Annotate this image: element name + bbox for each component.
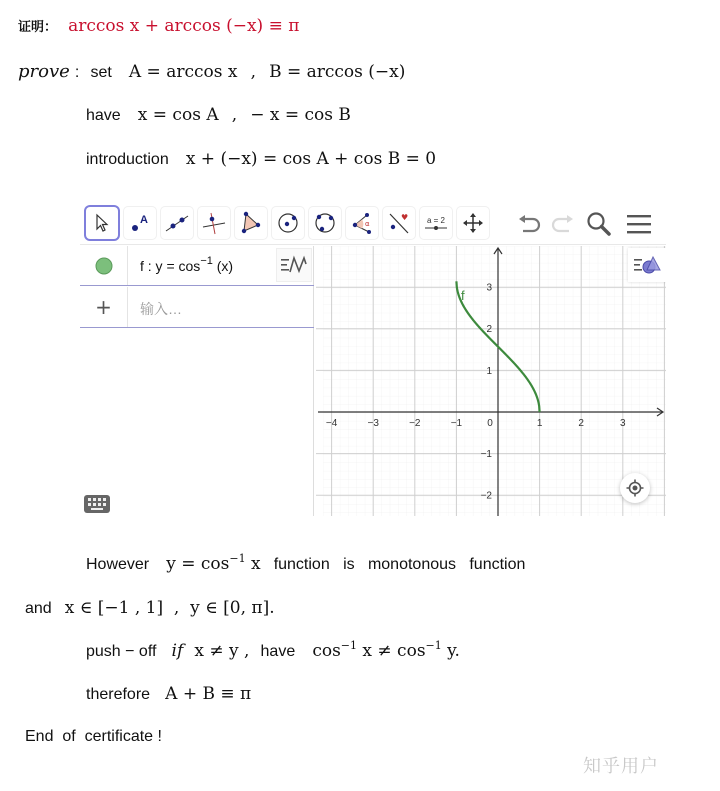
svg-text:3: 3 <box>620 418 626 429</box>
entry-prefix: f : y = cos <box>140 258 201 274</box>
and-word: and <box>25 600 52 617</box>
however-text: function is monotonous function <box>273 556 526 573</box>
introduction-expr: x + (−x) = cos A + cos B = 0 <box>185 149 437 169</box>
colon: : <box>74 64 80 81</box>
push-off-line <box>86 641 460 662</box>
however-expr-post: x <box>245 554 261 574</box>
svg-text:1: 1 <box>536 418 543 429</box>
angle-tool-button[interactable] <box>346 207 378 239</box>
search-button[interactable] <box>585 211 613 237</box>
however-expr-pre: y = cos <box>166 554 230 574</box>
svg-text:0: 0 <box>487 418 493 429</box>
however-expr-sup: −1 <box>229 552 246 565</box>
and-expr: x ∈ [−1 , 1] , y ∈ [0, π]. <box>64 598 275 618</box>
therefore-line <box>86 684 251 705</box>
redo-button[interactable] <box>548 211 576 237</box>
svg-text:A: A <box>140 214 148 226</box>
theorem-statement: arccos x + arccos (−x) ≡ π <box>68 16 300 36</box>
introduction-word: introduction <box>86 151 169 168</box>
set-expr-a: A = arccos x <box>128 62 238 82</box>
reflect-line-icon <box>386 211 412 235</box>
and-line <box>25 598 275 619</box>
keyboard-button[interactable] <box>84 495 110 517</box>
proof-set-line <box>18 62 405 83</box>
set-expr-b: B = arccos (−x) <box>269 62 406 82</box>
however-line <box>86 554 525 575</box>
undo-button[interactable] <box>516 211 544 237</box>
proof-label: 证明： <box>18 20 58 35</box>
polygon-tool-button[interactable] <box>235 207 267 239</box>
geogebra-toolbar <box>80 203 666 245</box>
slider-tool-button[interactable] <box>420 207 452 239</box>
entry-sup: −1 <box>200 255 213 267</box>
algebra-style-button[interactable] <box>276 248 312 282</box>
point-tool-button[interactable] <box>124 207 156 239</box>
have-expr-a: x = cos A <box>137 105 219 125</box>
graphics-style-button[interactable] <box>628 248 666 282</box>
slider-icon-label: a = 2 <box>426 215 445 225</box>
have-expr-b: − x = cos B <box>250 105 351 125</box>
have-line <box>86 105 351 126</box>
svg-text:α: α <box>365 220 370 228</box>
hamburger-menu-icon <box>626 213 652 235</box>
however-expr <box>166 554 260 574</box>
svg-text:3: 3 <box>486 282 492 294</box>
undo-icon <box>517 214 543 234</box>
svg-text:2: 2 <box>486 324 492 335</box>
push-expr: x ≠ y , <box>194 641 250 661</box>
svg-text:−3: −3 <box>367 418 379 429</box>
however-word: However <box>86 556 150 573</box>
cursor-arrow-icon <box>92 213 112 233</box>
therefore-expr: A + B ≡ π <box>165 684 252 704</box>
visibility-dot-icon <box>95 257 113 275</box>
svg-text:−1: −1 <box>480 449 492 460</box>
perpendicular-tool-button[interactable] <box>198 207 230 239</box>
algebra-style-icon <box>280 255 308 275</box>
algebra-input-row[interactable] <box>80 287 314 328</box>
standard-view-button[interactable] <box>620 473 650 503</box>
svg-text:1: 1 <box>486 366 492 377</box>
push-result-post: y. <box>441 641 460 661</box>
geogebra-app <box>80 203 666 516</box>
circle-three-points-tool-button[interactable] <box>309 207 341 239</box>
svg-text:−2: −2 <box>409 418 421 429</box>
push-result-pre: cos <box>312 641 341 661</box>
svg-text:−1: −1 <box>450 418 463 429</box>
perpendicular-line-icon <box>201 211 227 235</box>
set-word: set <box>90 64 112 81</box>
move-tool-button[interactable] <box>86 207 118 239</box>
svg-text:♥: ♥ <box>401 213 409 222</box>
circle-center-icon <box>275 211 301 235</box>
point-icon <box>127 211 153 235</box>
watermark: 知乎用户 <box>583 756 659 777</box>
push-result-sup: −1 <box>340 639 358 652</box>
plus-icon: + <box>95 295 112 319</box>
push-off-word: push − off <box>86 643 157 660</box>
therefore-word: therefore <box>86 686 151 703</box>
move-view-tool-button[interactable] <box>457 207 489 239</box>
add-entry-button[interactable] <box>80 287 128 327</box>
push-result <box>312 641 460 661</box>
entry-suffix: (x) <box>212 258 234 274</box>
end-of-proof: End of certificate ! <box>25 728 162 745</box>
cartesian-graph <box>316 246 666 516</box>
algebra-entry-text <box>140 255 234 274</box>
have-word: have <box>86 107 121 124</box>
keyboard-icon <box>84 495 110 513</box>
svg-text:−2: −2 <box>480 490 492 502</box>
reflect-tool-button[interactable] <box>383 207 415 239</box>
separator: , <box>250 62 256 82</box>
push-have-word: have <box>260 643 296 660</box>
algebra-entry-f[interactable] <box>80 246 314 286</box>
circle-center-tool-button[interactable] <box>272 207 304 239</box>
if-word: if <box>171 641 184 661</box>
target-crosshair-icon <box>626 479 644 497</box>
svg-text:2: 2 <box>578 418 584 429</box>
search-icon <box>586 211 612 237</box>
function-label: f <box>461 288 465 303</box>
graphics-style-icon <box>633 254 661 276</box>
angle-icon <box>349 211 375 235</box>
push-result-mid: x ≠ cos <box>357 641 426 661</box>
graphics-view[interactable] <box>316 246 666 516</box>
algebra-view <box>80 246 314 516</box>
separator: , <box>231 105 238 125</box>
polygon-icon <box>238 211 264 235</box>
introduction-line <box>86 149 436 170</box>
line-icon <box>164 211 190 235</box>
svg-text:−4: −4 <box>325 418 338 429</box>
push-result-sup2: −1 <box>425 639 442 652</box>
main-menu-button[interactable] <box>624 211 654 237</box>
visibility-toggle[interactable] <box>80 246 128 285</box>
proof-title <box>18 16 299 38</box>
prove-label: prove <box>18 61 70 82</box>
move-arrows-icon <box>462 212 484 234</box>
circle-three-points-icon <box>312 211 338 235</box>
line-tool-button[interactable] <box>161 207 193 239</box>
redo-icon <box>549 214 575 234</box>
algebra-input[interactable]: 输入… <box>140 301 182 317</box>
slider-icon <box>424 216 448 231</box>
